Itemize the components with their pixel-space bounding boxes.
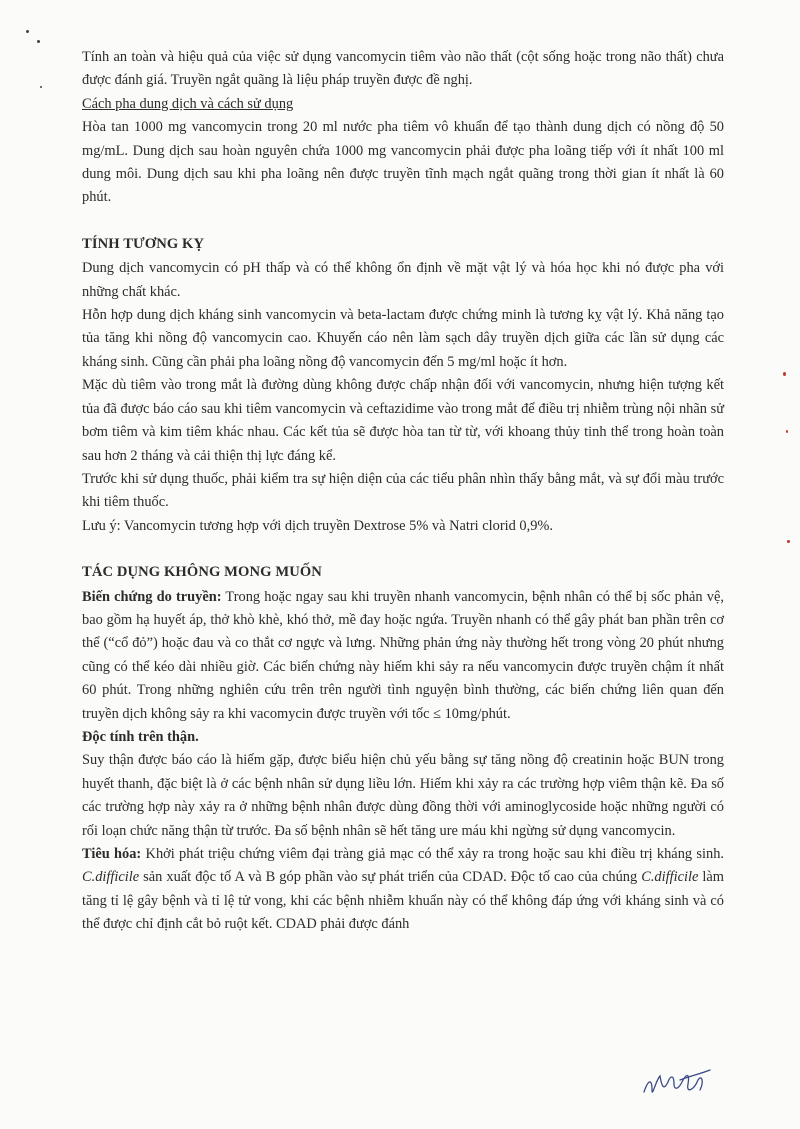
paragraph-gi xyxy=(82,843,724,937)
text-infusion: Trong hoặc ngay sau khi truyền nhanh vancomycin, bệnh nhân có thể bị sốc phản vệ, bao gồm hạ huyết áp, thở khò khè, khó thở, mề đay hoặc ngứa. Truyền nhanh có thể gây phát ban phần trên cơ thể (“cổ đỏ”) hoặc đau và co thắt cơ ngực và lưng. Những phản ứng này thường hết trong vòng 20 phút nhưng cũng có thể kéo dài nhiều giờ. Các biến chứng này hiếm khi sảy ra nếu vancomycin được truyền chậm ít nhất 60 phút. Trong những nghiên cứu trên trên người tình nguyện bình thường, các biến chứng liên quan đến truyền dịch không sảy ra khi vacomycin được truyền với tốc ≤ 10mg/phút. xyxy=(82,588,724,722)
paragraph: Lưu ý: Vancomycin tương hợp với dịch truyền Dextrose 5% và Natri clorid 0,9%. xyxy=(82,517,553,534)
label-gi: Tiêu hóa: xyxy=(82,846,142,862)
label-kidney: Độc tính trên thận. xyxy=(82,728,199,745)
section-heading-compatibility: TÍNH TƯƠNG KỴ xyxy=(82,235,205,252)
scan-speck xyxy=(37,40,40,43)
paragraph: Hòa tan 1000 mg vancomycin trong 20 ml nước pha tiêm vô khuẩn để tạo thành dung dịch có nồng độ 50 mg/mL. Dung dịch sau hoàn nguyên chứa 1000 mg vancomycin phải được pha loãng tiếp với ít nhất 100 ml dung môi. Dung dịch sau khi pha loãng nên được truyền tĩnh mạch ngắt quãng trong thời gian ít nhất là 60 phút. xyxy=(82,119,724,206)
paragraph: Dung dịch vancomycin có pH thấp và có thể không ổn định về mặt vật lý và hóa học khi nó được pha với những chất khác. xyxy=(82,260,724,300)
organism-name: C.difficile xyxy=(641,869,699,886)
section-heading-adverse-effects: TÁC DỤNG KHÔNG MONG MUỐN xyxy=(82,564,322,581)
paragraph: Trước khi sử dụng thuốc, phải kiểm tra sự hiện diện của các tiểu phân nhìn thấy bằng mắt, và sự đổi màu trước khi tiêm thuốc. xyxy=(82,470,724,511)
paragraph: Hỗn hợp dung dịch kháng sinh vancomycin và beta-lactam được chứng minh là tương kỵ vật lý. Khả năng tạo tủa tăng khi nồng độ vancomycin cao. Khuyến cáo nên làm sạch dây truyền dịch giữa các lần sử dụng các kháng sinh. Cũng cần phải pha loãng nồng độ vancomycin đến 5 mg/ml hoặc ít hơn. xyxy=(82,307,724,370)
scan-speck xyxy=(40,86,42,88)
paragraph: Mặc dù tiêm vào trong mắt là đường dùng không được chấp nhận đối với vancomycin, nhưng hiện tượng kết tủa đã được báo cáo sau khi tiêm vancomycin và ceftazidime vào trong mắt để điều trị nhiễm trùng nội nhãn sử bơm tiêm và kim tiêm khác nhau. Các kết tủa sẽ được hòa tan từ từ, với khoang thủy tinh thể trong hoàn toàn sau hơn 2 tháng và cải thiện thị lực đáng kể. xyxy=(82,377,724,464)
paragraph: Tính an toàn và hiệu quả của việc sử dụng vancomycin tiêm vào não thất (cột sống hoặc trong não thất) chưa được đánh giá. Truyền ngắt quãng là liệu pháp truyền được đề nghị. xyxy=(82,49,724,89)
paragraph: Suy thận được báo cáo là hiếm gặp, được biểu hiện chủ yếu bằng sự tăng nồng độ creatinin hoặc BUN trong huyết thanh, đặc biệt là ở các bệnh nhân sử dụng liều lớn. Hiếm khi xảy ra các trường hợp viêm thận kẽ. Đa số các trường hợp này xảy ra ở những bệnh nhân được dùng đồng thời với aminoglycoside hoặc những người có rối loạn chức năng thận từ trước. Đa số bệnh nhân sẽ hết tăng ure máu khi ngừng sử dụng vancomycin. xyxy=(82,752,724,839)
subheading-kidney xyxy=(82,726,724,749)
organism-name: C.difficile xyxy=(82,869,140,886)
document-page xyxy=(82,46,724,937)
scan-red-mark xyxy=(786,430,788,433)
text-gi: làm tăng tỉ lệ gây bệnh và tỉ lệ tử vong, khi các bệnh nhiễm khuẩn này có thể không đáp ứng với kháng sinh và có thể được chỉ định cắt bỏ ruột kết. CDAD phải được đánh xyxy=(82,869,724,933)
text-gi: Khởi phát triệu chứng viêm đại tràng giả mạc có thể xảy ra trong hoặc sau khi điều trị kháng sinh. xyxy=(141,846,724,862)
handwritten-signature xyxy=(640,1060,720,1110)
scan-speck xyxy=(26,30,29,33)
paragraph-infusion xyxy=(82,586,724,726)
label-infusion: Biến chứng do truyền: xyxy=(82,588,222,605)
scan-red-mark xyxy=(783,372,786,376)
scan-red-mark xyxy=(787,540,790,543)
subheading-preparation: Cách pha dung dịch và cách sử dụng xyxy=(82,95,294,112)
text-gi: sản xuất độc tố A và B góp phần vào sự phát triển của CDAD. Độc tố cao của chúng xyxy=(139,869,642,886)
